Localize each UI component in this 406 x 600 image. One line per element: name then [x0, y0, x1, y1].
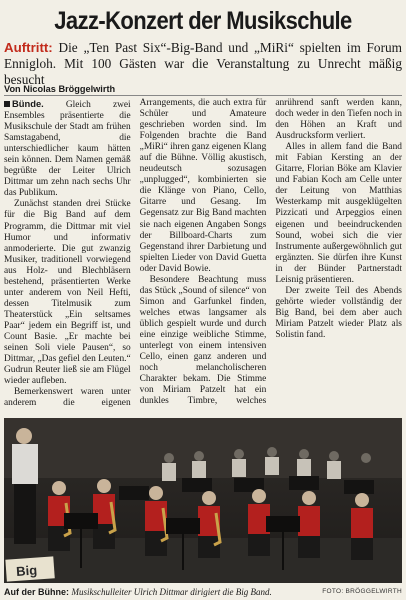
- big-band-photo-illustration: [4, 418, 402, 583]
- caption-label: Auf der Bühne:: [4, 587, 69, 597]
- photo-credit: FOTO: BRÖGGELWIRTH: [322, 588, 402, 595]
- article-photo: [4, 418, 402, 583]
- paragraph-bullet-icon: [4, 101, 10, 107]
- body-paragraph: Alles in allem fand die Band mit Fabian Kersting an der Gitarre, Florian Böke am Klavier und Fabian Koch am Celle unter der Leitung von Matthias Westerkamp mit ausgeklügelten Pizzicati und Arpeggios einen eigenen und beeindruckenden Sound, wobei sich die vier Instrumente außergewöhnlich gut ergänzten. Sie dürfen ihre Kunst in der Bünder Partnerstadt Leisnig präsentieren.: [275, 142, 402, 285]
- headline: Jazz-Konzert der Musikschule: [54, 6, 352, 35]
- article-body: [4, 98, 402, 414]
- body-paragraph: Der zweite Teil des Abends gehörte wieder vollständig der Big Band, bei dem aber auch Miriam Patzelt wieder Platz als Solistin fand.: [275, 285, 402, 340]
- byline-divider: [4, 95, 402, 96]
- body-paragraph: Besondere Beachtung muss das Stück „Sound of silence“ von Simon and Garfunkel finden, welches etwas langsamer als üblich gespielt wurde und durch eine einzige weibliche Stimme, unterlegt von einem intensiven Cello, einen ganz anderen und noch melancholischeren Charakter bekam. Die Stimme von Miriam Patzelt hat ein dunkles Timbre, welches anrührend sanft werden kann, doch weder in den Tiefen noch in den Höhen an Kraft und Ausdrucksform verliert.: [139, 98, 402, 407]
- body-paragraph-text: Gleich zwei Ensembles präsentierte die Musikschule der Stadt am frühen Samstagabend, die unterschiedlicher kaum hätten sein können. Dem Namen gemäß begrüßte der Leiter Ulrich Dittmar um zehn nach sechs Uhr das Publikum.: [4, 100, 131, 199]
- teaser: [4, 40, 402, 88]
- teaser-text: Die „Ten Past Six“-Big-Band und „MiRi“ spielten im Forum Ennigloh. Mit 100 Gästen war die Veranstaltung zu Unrecht mäßig besucht: [4, 40, 402, 87]
- body-paragraph: [4, 98, 131, 199]
- dateline: Bünde.: [12, 98, 44, 109]
- body-paragraph: Bemerkenswert waren unter anderem die eigenen Arrangements, die auch extra für Schüler und Amateure geschrieben worden sind. Im Folgenden brachte die Band „MiRi“ ihren ganz eigenen Klang auf die Bühne. Völlig akustisch, neudeutsch sozusagen „unplugged“, kombinierten sie die Klänge von Piano, Cello, Gitarre und Gesang. Im Gegensatz zur Big Band machten sie nach eigenen Angaben Songs der Billboard-Charts zum Gegenstand ihrer Darbietung und spielten Lieder von David Guetta oder David Bowie.: [4, 98, 267, 409]
- body-paragraph: Zunächst standen drei Stücke für die Big Band auf dem Programm, die Dittmar mit viel Humor und informativ anmoderierte. Die gut zwanzig Musiker, traditionell vorwiegend aus Holz- und Blechbläsern bestehend, präsentierten Werke unter anderem von Neil Hefti, dessen Titelmusik zum Theaterstück „Ein seltsames Paar“ jedem ein Begriff ist, und Count Basie. „Er machte bei seinen Soli viele Pausen“, so Dittmar, „Das gefiel den Leuten.“ Gudrun Reuter ließ sie am Flügel wieder aufleben.: [4, 199, 131, 387]
- teaser-kicker: Auftritt:: [4, 40, 53, 55]
- stage-sign-text: Big: [15, 562, 38, 579]
- byline: Von Nicolas Bröggelwirth: [4, 84, 116, 94]
- caption-text: Musikschulleiter Ulrich Dittmar dirigiert die Big Band.: [71, 587, 272, 597]
